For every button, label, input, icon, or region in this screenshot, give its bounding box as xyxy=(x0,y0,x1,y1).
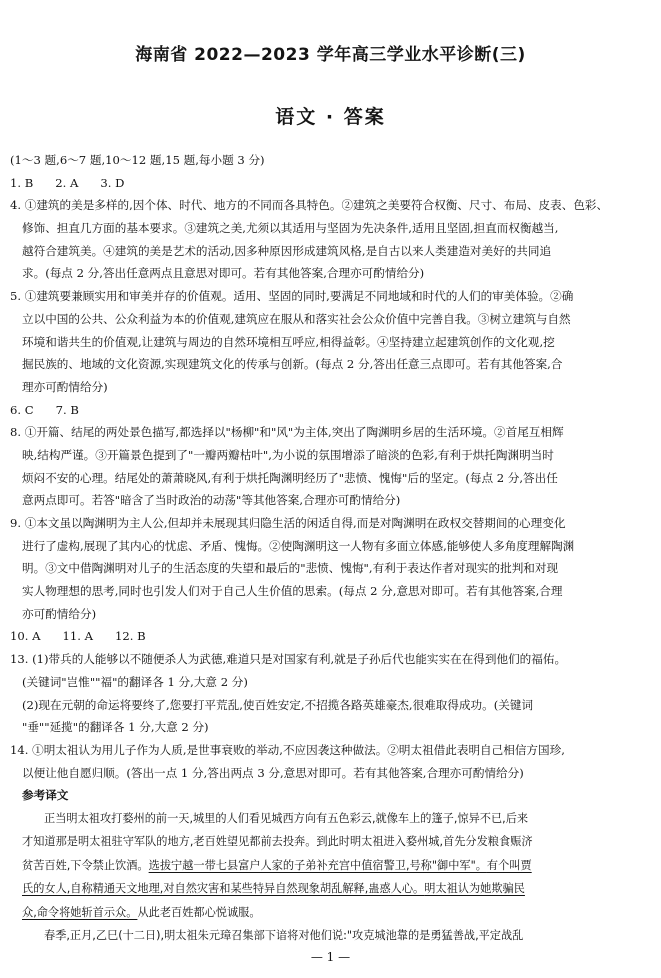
underlined-text: 有个叫贾 xyxy=(486,858,532,872)
answers-6-7 xyxy=(10,399,650,422)
answer-q8 xyxy=(10,421,650,512)
underlined-text: 氏的女人,自称精通天文地理,对自然灾害和某些特异自然现象胡乱解释,蛊惑人心。 xyxy=(22,882,425,896)
answer-q14-line: 14. ①明太祖认为用儿子作为人质,是世事衰败的举动,不应因袭这种做法。②明太祖借此表明自己相信方国珍, xyxy=(10,742,565,757)
answer-q8-line: 烦闷不安的心理。结尾处的萧萧晓风,有利于烘托陶渊明经历了"悲愤、愧悔"后的坚定。(每点 2 分,答出任 xyxy=(22,470,558,485)
answer-q5-line: 掘民族的、地域的文化资源,实现建筑文化的传承与创新。(每点 2 分,答出任意三点即可。若有其他答案,合 xyxy=(22,357,563,372)
underlined-text: 明太祖认为她欺骗民 xyxy=(424,882,525,896)
answer-q4-line: 4. ①建筑的美是多样的,因个体、时代、地方的不同而各具特色。②建筑之美要符合权衡、尺寸、布局、皮表、色彩、 xyxy=(10,198,609,213)
answer-q14 xyxy=(10,739,650,784)
answers-10-12 xyxy=(10,625,650,648)
answer-q8-line: 映,结构严谨。③开篇景色提到了"一瓣两瓣枯叶",为小说的氛围增添了暗淡的色彩,有利于烘托陶渊明当时 xyxy=(22,447,554,462)
answer-q4-line: 修饰、担直几方面的基本要求。③建筑之美,尤须以其适用与坚固为先决条件,适用且坚固,担直而权衡越当, xyxy=(22,221,559,236)
answer-q13-line: (2)现在元朝的命运将要终了,您要打平荒乱,使百姓安定,不招揽各路英雄豪杰,很难取得成功。(关键词 xyxy=(22,697,534,712)
answer-q9-line: 明。③文中借陶渊明对儿子的生活态度的失望和最后的"悲愤、愧悔",有利于表达作者对现实的批判和对现 xyxy=(22,561,559,576)
answer-q5-line: 环境和谐共生的价值观,让建筑与周边的自然环境相互呼应,相得益彰。④坚持建立起建筑创作的文化观,挖 xyxy=(22,334,555,349)
scoring-note: (1～3 题,6～7 题,10～12 题,15 题,每小题 3 分) xyxy=(10,153,265,167)
translation-line xyxy=(22,854,650,878)
answer-q5-line: 5. ①建筑要兼顾实用和审美并存的价值观。适用、坚固的同时,要满足不同地域和时代的人们的审美体验。②确 xyxy=(10,289,574,304)
answer-q9-line: 进行了虚构,展现了其内心的忧虑、矛盾、愧悔。②使陶渊明这一人物有多面立体感,能够使人多角度理解陶渊 xyxy=(22,538,575,553)
answer-q2: 2. A xyxy=(55,175,79,190)
answer-q11: 11. A xyxy=(62,629,93,644)
answer-q1: 1. B xyxy=(10,175,34,190)
answer-q6: 6. C xyxy=(10,402,34,417)
translation-line: 正当明太祖攻打婺州的前一天,城里的人们看见城西方向有五色彩云,就像车上的篷子,惊异不已,后来 xyxy=(44,811,529,825)
answer-q8-line: 意两点即可。若答"暗含了当时政治的动荡"等其他答案,合理亦可酌情给分) xyxy=(22,493,401,508)
page-number: — 1 — xyxy=(310,950,351,964)
answer-q9-line: 亦可酌情给分) xyxy=(22,606,97,621)
answer-q9-line: 实人物理想的思考,同时也引发人们对于自己人生价值的思索。(每点 2 分,意思对即可。若有其他答案,合理 xyxy=(22,584,563,599)
underlined-text: 选拔宁越一带七县富户人家的子弟补充宫中值宿警卫,号称"御中军"。 xyxy=(148,858,487,872)
answer-q3: 3. D xyxy=(100,175,125,190)
translation-line xyxy=(22,877,650,901)
translation-text: 从此老百姓都心悦诚服。 xyxy=(137,905,261,919)
answer-q9 xyxy=(10,512,650,625)
translation-line xyxy=(22,901,650,925)
answer-q10: 10. A xyxy=(10,629,41,644)
answer-q5-line: 立以中国的公共、公众利益为本的价值观,建筑应在服从和落实社会公众价值中完善自我。③树立建筑与自然 xyxy=(22,311,571,326)
answer-q14-line: 以便让他自愿归顺。(答出一点 1 分,答出两点 3 分,意思对即可。若有其他答案,合理亦可酌情给分) xyxy=(22,765,524,780)
answer-content xyxy=(10,149,650,948)
translation-line: 才知道那是明太祖驻守军队的地方,老百姓望见都前去投奔。到此时明太祖进入婺州城,首先分发粮食赈济 xyxy=(22,835,533,849)
answers-1-3 xyxy=(10,172,650,195)
answer-q4 xyxy=(10,194,650,285)
underlined-text: 众,命令将她斩首示众。 xyxy=(22,905,138,919)
answer-q5-line: 理亦可酌情给分) xyxy=(22,379,108,394)
answer-q13 xyxy=(10,648,650,739)
document-title: 海南省 2022—2023 学年高三学业水平诊断(三) xyxy=(135,45,526,65)
reference-translation xyxy=(10,807,650,948)
translation-text: 贫苦百姓,下令禁止饮酒。 xyxy=(22,858,149,872)
answer-q13-line: "垂""延揽"的翻译各 1 分,大意 2 分) xyxy=(22,720,209,735)
answer-q5 xyxy=(10,285,650,398)
answer-q13-line: 13. (1)带兵的人能够以不随便杀人为武德,难道只是对国家有利,就是子孙后代也能实实在在得到他们的福佑。 xyxy=(10,652,567,667)
answer-q4-line: 越符合建筑美。④建筑的美是艺术的活动,因多种原因形成建筑风格,是自古以来人类建造对美好的共同追 xyxy=(22,243,552,258)
answer-q12: 12. B xyxy=(115,629,146,644)
answer-q7: 7. B xyxy=(55,402,79,417)
translation-line: 春季,正月,乙巳(十二日),明太祖朱元璋召集部下谙将对他们说:"攻克城池靠的是勇猛善战,平定战乱 xyxy=(44,929,524,943)
answer-q4-line: 求。(每点 2 分,答出任意两点且意思对即可。若有其他答案,合理亦可酌情给分) xyxy=(22,266,425,281)
answer-q13-line: (关键词"岂惟""福"的翻译各 1 分,大意 2 分) xyxy=(22,674,248,689)
answer-q8-line: 8. ①开篇、结尾的两处景色描写,都选择以"杨柳"和"风"为主体,突出了陶渊明乡居的生活环境。②首尾互相辉 xyxy=(10,425,564,440)
answer-q9-line: 9. ①本文虽以陶渊明为主人公,但却并未展现其归隐生活的闲适自得,而是对陶渊明在政权交替期间的心理变化 xyxy=(10,516,566,530)
reference-translation-title: 参考译文 xyxy=(22,788,69,803)
document-subtitle: 语文 · 答案 xyxy=(275,106,386,128)
